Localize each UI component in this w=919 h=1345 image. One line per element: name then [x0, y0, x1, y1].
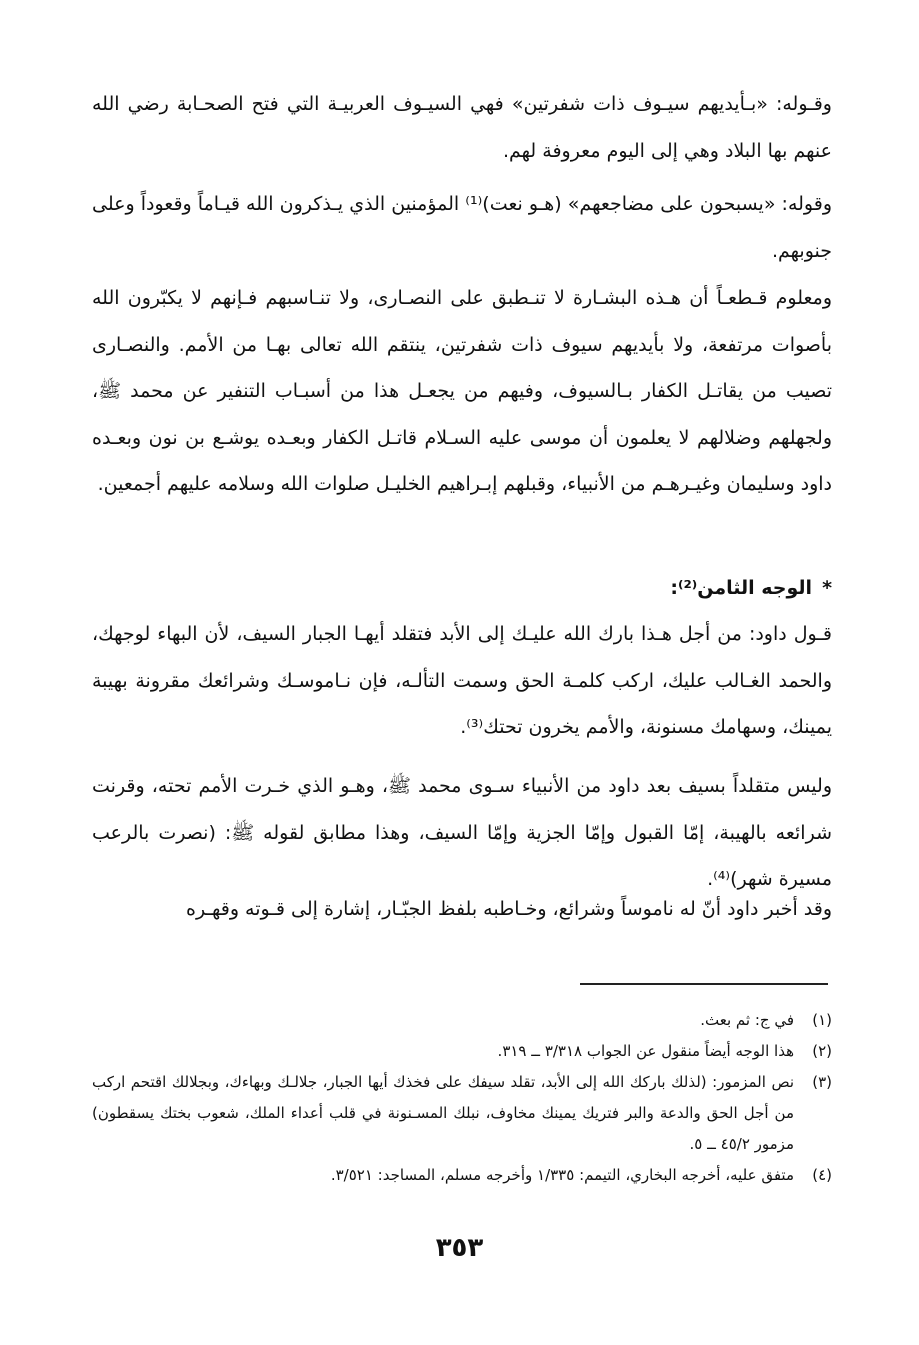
paragraph-7-text: وقد أخبر داود أنّ له ناموساً وشرائع، وخـاطبه بلفظ الجبّـار، إشارة إلى قـوته وقهـره [186, 898, 832, 920]
section-heading-line [92, 565, 832, 612]
footnote-number: (٣) [812, 1073, 832, 1091]
footnote-separator [580, 983, 828, 985]
section-heading [92, 565, 832, 612]
footnote-2 [92, 1036, 832, 1067]
asterisk-icon: * [822, 577, 832, 599]
paragraph-6 [92, 763, 832, 903]
section-heading-text: الوجه الثامن⁽²⁾: [670, 577, 813, 599]
paragraph-3 [92, 275, 832, 508]
footnote-text: في ج: ثم بعث. [700, 1011, 794, 1029]
footnote-1 [92, 1005, 832, 1036]
footnote-4 [92, 1160, 832, 1191]
paragraph-5-text: قـول داود: من أجل هـذا بارك الله عليـك إلى الأبد فتقلد أيهـا الجبار السيف، لأن البهاء لوجهك، والحمد الغـالب عليك، اركب كلمـة الحق وسمت التألـه، فإن نـاموسـك وشرائعك مقرونة بهيبة يمينك، وسهامك مسنونة، والأمم يخرون تحتك⁽³⁾. [92, 623, 832, 738]
paragraph-3-text: ومعلوم قـطعـاً أن هـذه البشـارة لا تنـطبق على النصـارى، ولا تنـاسبهم فـإنهم لا يكبّرون الله بأصوات مرتفعة، ولا بأيديهم سيوف ذات شفرتين، ينتقم الله تعالى بهـا من الأمم. والنصـارى تصيب من يقاتـل الكفار بـالسيوف، وفيهم من يجعـل هذا من أسبـاب التنفير عن محمد ﷺ، ولجهلهم وضلالهم لا يعلمون أن موسى عليه السـلام قاتـل الكفار وبعـده يوشـع بن نون وبعـده داود وسليمان وغيـرهـم من الأنبياء، وقبلهم إبـراهيم الخليـل صلوات الله وسلامه عليهم أجمعين. [92, 287, 832, 495]
footnote-number: (١) [812, 1011, 832, 1029]
footnote-number: (٢) [812, 1042, 832, 1060]
paragraph-7 [92, 886, 832, 933]
footnote-text: متفق عليه، أخرجه البخاري، التيمم: ١/٣٣٥ وأخرجه مسلم، المساجد: ٣/٥٢١. [330, 1166, 794, 1184]
footnote-text: نص المزمور: (لذلك باركك الله إلى الأبد، تقلد سيفك على فخذك أيها الجبار، جلالـك وبهاءك، وبجلالك اقتحم اركب من أجل الحق والدعة والبر فتريك يمينك مخاوف، نبلك المسـنونة في قلب أعداء الملك، شعوب بختك يسقطون) مزمور ٤٥/٢ ــ ٥. [92, 1073, 794, 1153]
paragraph-2-text: وقوله: «يسبحون على مضاجعهم» (هـو نعت)⁽¹⁾ المؤمنين الذي يـذكرون الله قيـاماً وقعوداً وعلى جنوبهم. [92, 193, 832, 262]
footnote-text: هذا الوجه أيضاً منقول عن الجواب ٣/٣١٨ ــ ٣١٩. [497, 1042, 794, 1060]
page-number: ٣٥٣ [435, 1233, 484, 1263]
footnotes [92, 1005, 832, 1191]
paragraph-1-text: وقـوله: «بـأيديهم سيـوف ذات شفرتين» فهي السيـوف العربيـة التي فتح الصحـابة رضي الله عنهم بها البلاد وهي إلى اليوم معروفة لهم. [92, 93, 832, 162]
paragraph-2 [92, 181, 832, 274]
paragraph-1 [92, 81, 832, 174]
paragraph-6-text: وليس متقلداً بسيف بعد داود من الأنبياء سـوى محمد ﷺ، وهـو الذي خـرت الأمم تحته، وقرنت شرائعه بالهيبة، إمّا القبول وإمّا الجزية وإمّا السيف، وهذا مطابق لقوله ﷺ: (نصرت بالرعب مسيرة شهر)⁽⁴⁾. [92, 775, 832, 890]
footnote-3 [92, 1067, 832, 1160]
paragraph-5 [92, 611, 832, 751]
footnote-number: (٤) [812, 1166, 832, 1184]
